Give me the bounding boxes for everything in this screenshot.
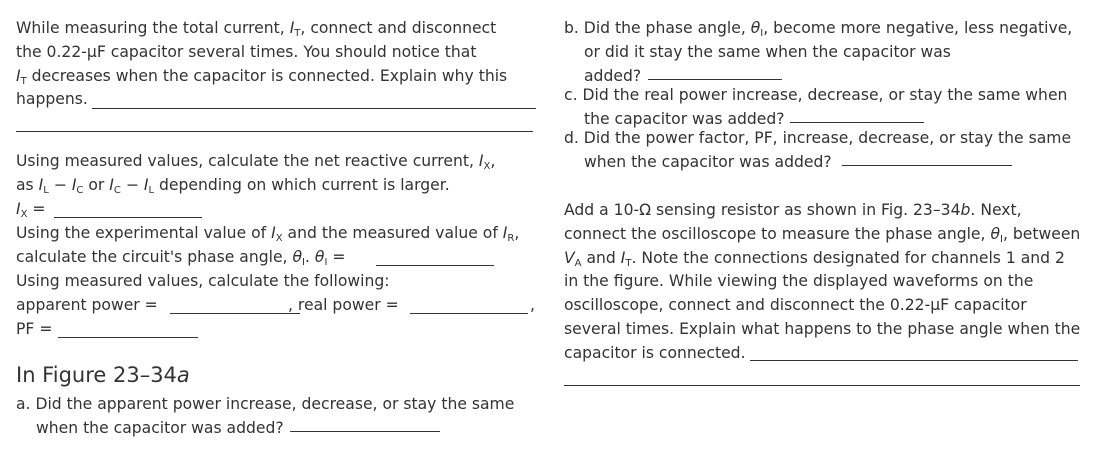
var: I	[16, 199, 21, 218]
text: when the capacitor was added?	[584, 152, 832, 171]
var: θ	[314, 247, 325, 266]
text: decreases when the capacitor is connected. Explain why this	[26, 66, 508, 85]
text: sensing resistor as shown in Fig. 23–34	[651, 201, 961, 219]
answer-blank-qd[interactable]	[842, 148, 1012, 166]
sub: I	[760, 28, 764, 39]
question-b	[564, 17, 1104, 88]
text: , between	[1002, 224, 1081, 243]
text: or did it stay the same when the capacitor was	[584, 42, 951, 61]
text: and	[581, 248, 621, 267]
var: I	[478, 152, 484, 170]
var: I	[109, 175, 114, 194]
text: the capacitor was added?	[584, 109, 785, 128]
text: or	[83, 175, 110, 194]
sub: C	[113, 184, 121, 196]
var: I	[143, 175, 149, 194]
text: Add a 10-	[564, 201, 640, 219]
pf-row	[16, 318, 316, 342]
sub: X	[483, 161, 491, 172]
figure-heading-text: In Figure 23–34	[16, 363, 177, 387]
text: Using measured values, calculate the following:	[16, 272, 390, 290]
figure-heading-letter: a	[176, 363, 190, 387]
sub: L	[148, 184, 155, 196]
text: c. Did the real power increase, decrease, or stay the same when	[564, 86, 1068, 104]
text: =	[327, 247, 346, 266]
text: capacitor is connected.	[564, 343, 746, 362]
var: V	[564, 248, 575, 267]
var: I	[71, 175, 77, 194]
text: −	[120, 175, 144, 194]
answer-blank-why[interactable]	[92, 91, 536, 109]
answer-blank-apparent-power[interactable]	[170, 296, 300, 314]
answer-blank-real-power[interactable]	[410, 296, 528, 314]
figure-heading	[16, 361, 190, 389]
var: I	[620, 248, 626, 267]
answer-blank-qc[interactable]	[790, 105, 924, 123]
sub: I	[302, 256, 305, 268]
sub: C	[76, 184, 84, 196]
text: Using measured values, calculate the net reactive current,	[16, 152, 479, 170]
var: I	[502, 224, 508, 242]
question-d	[564, 127, 1104, 175]
answer-line-phase-angle-2[interactable]	[564, 385, 1080, 386]
power-row	[16, 294, 546, 318]
var: θ	[990, 224, 1000, 243]
answer-blank-qa[interactable]	[290, 414, 440, 432]
text: d. Did the power factor, PF, increase, decrease, or stay the same	[564, 129, 1072, 147]
text: connect the oscilloscope to measure the phase angle,	[564, 224, 991, 243]
text: depending on which current is larger.	[154, 175, 450, 194]
sub: X	[275, 233, 283, 244]
answer-line-why-2[interactable]	[16, 131, 533, 132]
text: , connect and disconnect	[300, 19, 497, 37]
var: θ	[292, 247, 303, 266]
sub: X	[20, 208, 28, 220]
text: =	[27, 199, 46, 218]
sub: R	[507, 233, 515, 244]
answer-blank-pf[interactable]	[58, 320, 198, 338]
para-calculate-following	[16, 270, 538, 294]
text: a. Did the apparent power increase, decrease, or stay the same	[16, 395, 515, 413]
text: While measuring the total current,	[16, 19, 290, 37]
text: .	[304, 247, 315, 266]
answer-blank-qb[interactable]	[648, 62, 782, 80]
omega: Ω	[639, 201, 652, 219]
text: b. Did the phase angle,	[564, 19, 751, 37]
answer-blank-phase-angle[interactable]	[750, 343, 1078, 361]
answer-blank-ix[interactable]	[54, 200, 202, 218]
text: when the capacitor was added?	[36, 418, 284, 437]
var: I	[38, 175, 44, 194]
sub: T	[20, 75, 27, 87]
text: ,	[514, 224, 520, 242]
text: and the measured value of	[282, 224, 503, 242]
answer-blank-theta[interactable]	[376, 248, 494, 266]
text: −	[48, 175, 72, 194]
real-power-label: , real power =	[288, 296, 399, 314]
sub: A	[574, 257, 582, 269]
var: I	[16, 66, 21, 85]
text: happens.	[16, 90, 88, 109]
var: I	[271, 224, 276, 242]
text: oscilloscope, connect and disconnect the 0.22-μF capacitor	[564, 296, 1027, 315]
sub: T	[625, 257, 632, 269]
text: Using the experimental value of	[16, 224, 272, 242]
text: the 0.22-μF capacitor several times. You should notice that	[16, 42, 477, 61]
var: θ	[750, 19, 761, 37]
apparent-power-label: apparent power =	[16, 296, 158, 314]
text: as	[16, 175, 39, 194]
para-oscilloscope	[564, 199, 1104, 366]
sub: T	[294, 28, 301, 39]
var: I	[289, 19, 295, 37]
text: added?	[584, 66, 642, 85]
text: . Next,	[970, 201, 1022, 219]
text: . Note the connections designated for channels 1 and 2	[631, 248, 1065, 267]
sub: L	[43, 184, 49, 196]
fig-letter: b	[960, 201, 971, 219]
text: calculate the circuit's phase angle,	[16, 247, 293, 266]
text: several times. Explain what happens to the phase angle when the	[564, 319, 1081, 338]
sub: I	[1000, 233, 1003, 245]
sub: I	[324, 256, 328, 268]
real-power-comma: ,	[530, 296, 535, 314]
pf-label: PF =	[16, 320, 53, 338]
text: , become more negative, less negative,	[763, 19, 1073, 37]
text: ,	[490, 152, 496, 170]
text: in the figure. While viewing the displayed waveforms on the	[564, 272, 1034, 291]
